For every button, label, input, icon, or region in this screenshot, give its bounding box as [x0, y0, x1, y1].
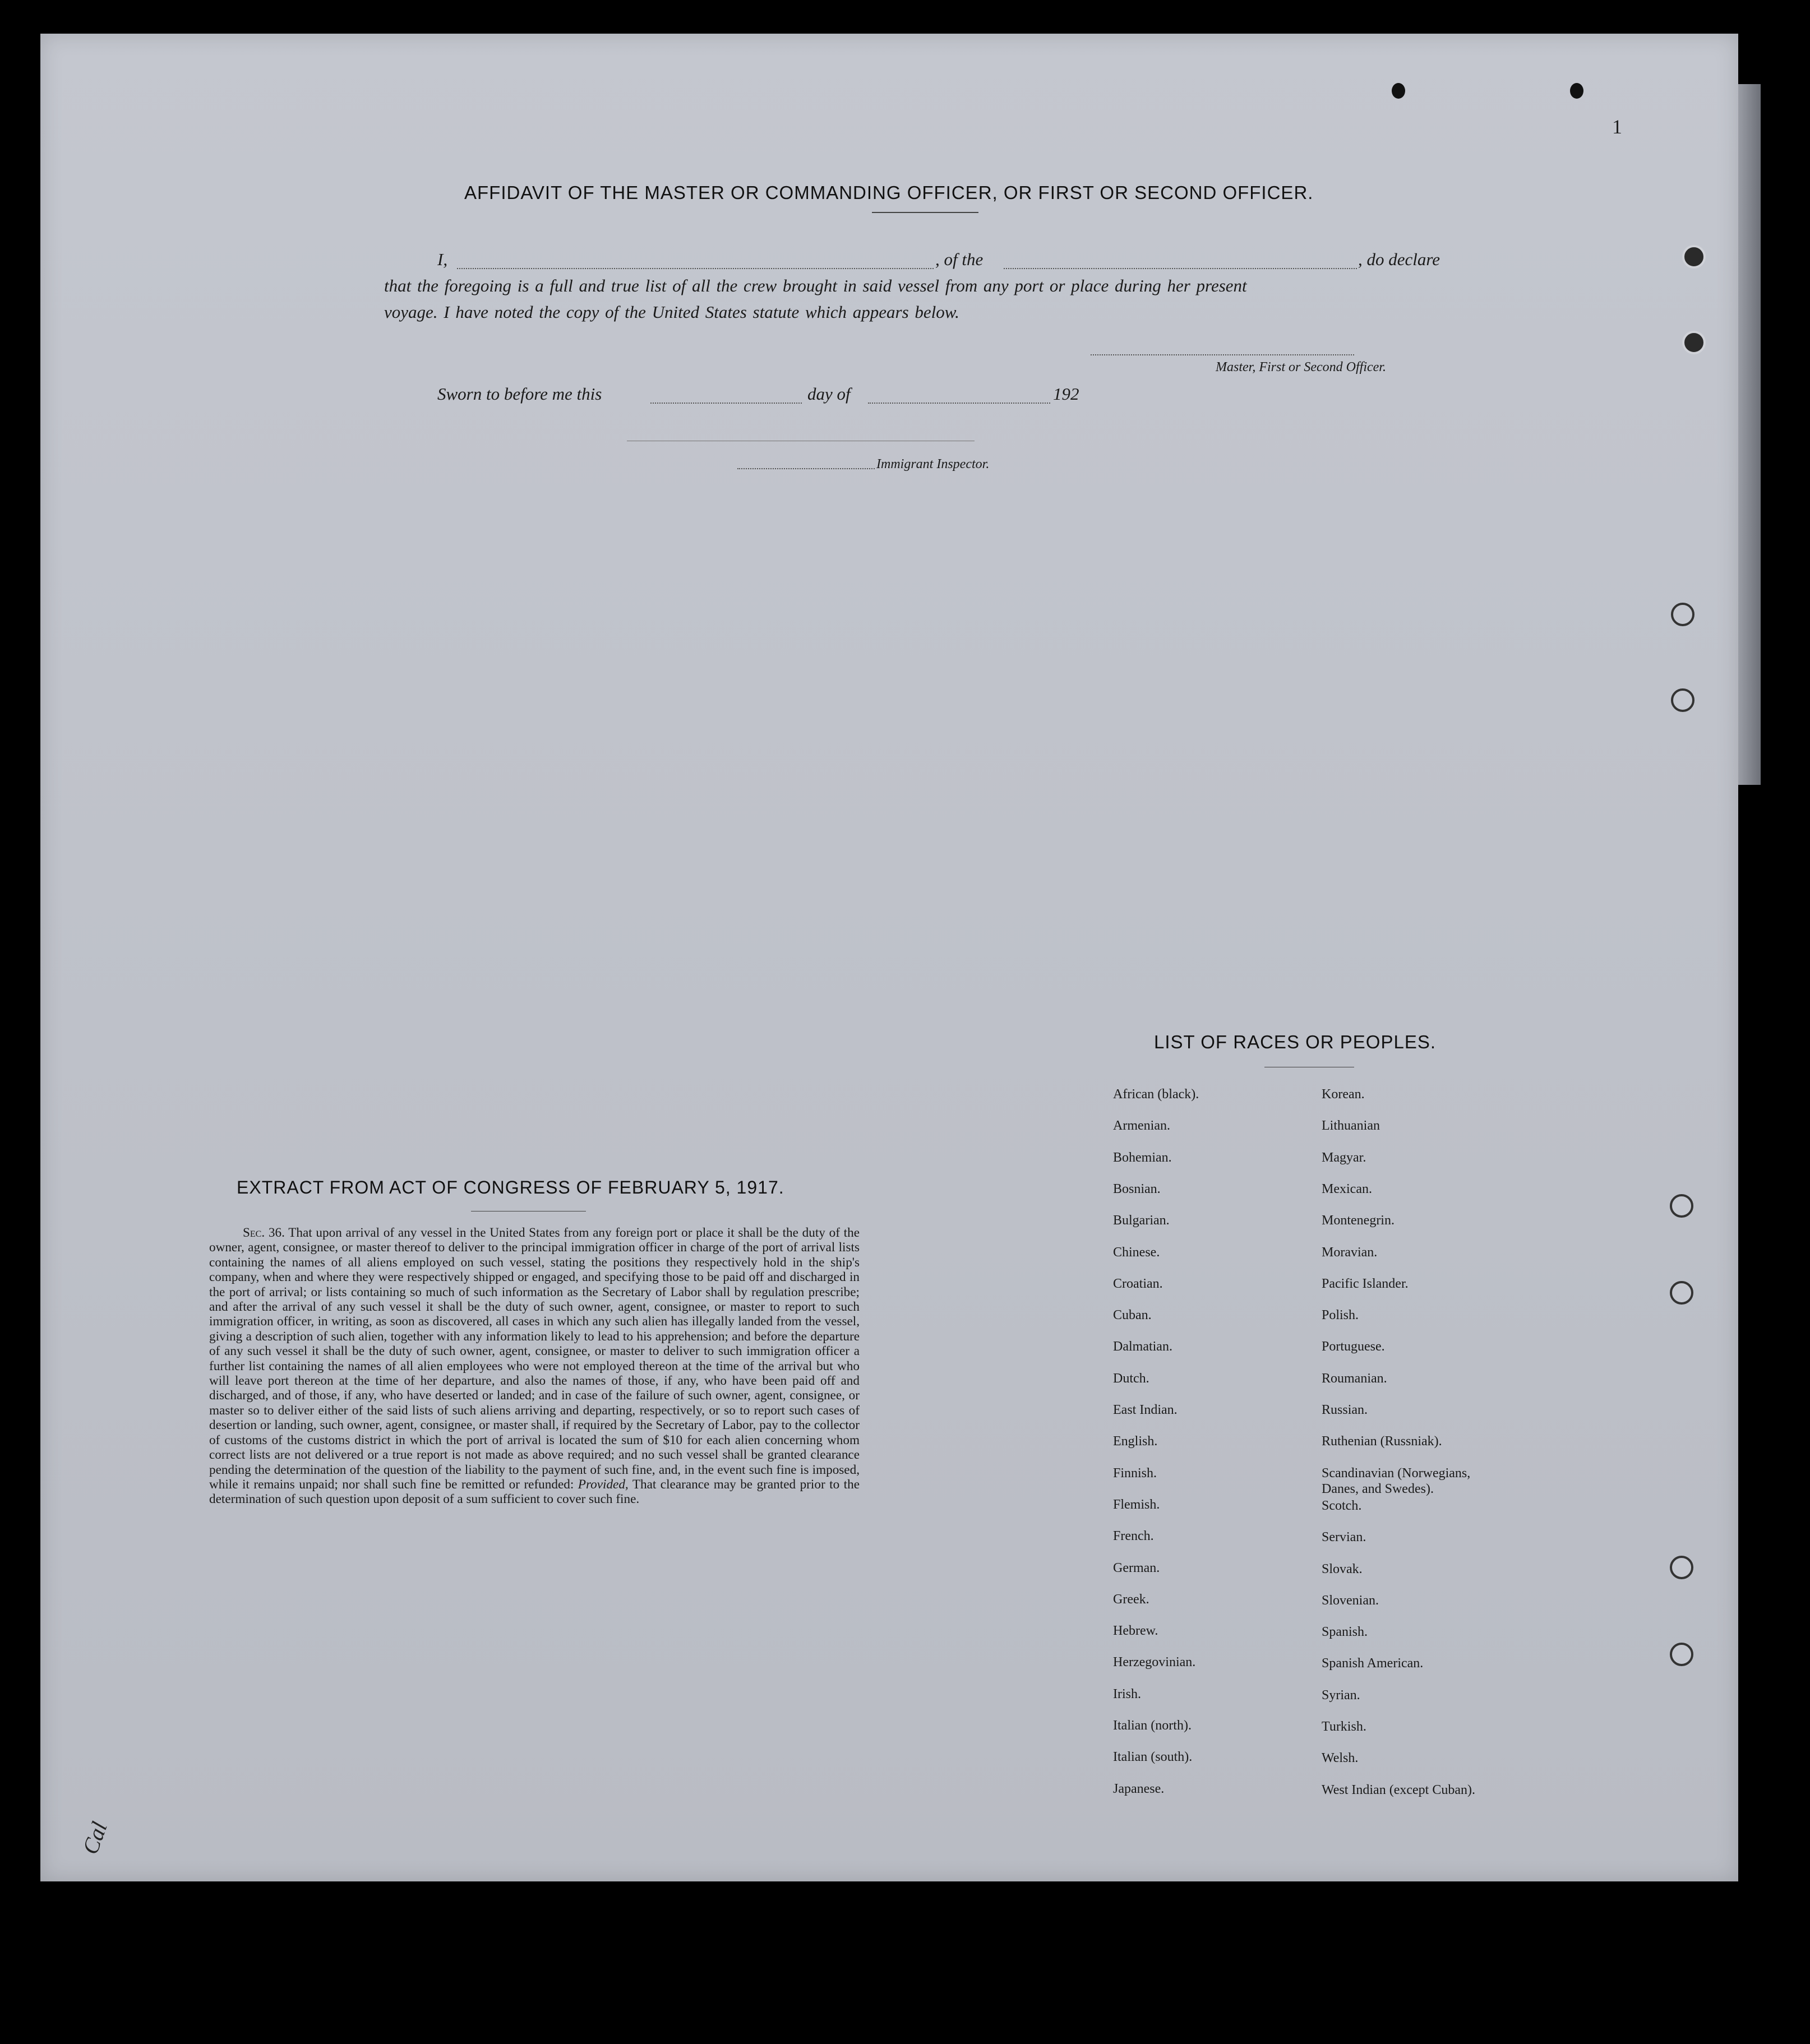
race-left-item: African (black). [1113, 1087, 1199, 1102]
section-label: Sec. 36. [243, 1226, 285, 1240]
sworn-day-field[interactable] [650, 403, 802, 404]
affidavit-line1-i: I, [437, 249, 448, 269]
race-left-item: Armenian. [1113, 1118, 1170, 1133]
binder-hole-3 [1671, 603, 1694, 626]
corner-mark: 1 [1612, 115, 1622, 138]
race-right-item: Spanish. [1322, 1625, 1368, 1639]
race-right-item: Syrian. [1322, 1688, 1360, 1703]
bottom-scrawl: Cal [77, 1818, 112, 1858]
race-left-item: Italian (south). [1113, 1750, 1193, 1764]
master-signature-label: Master, First or Second Officer. [1216, 360, 1386, 374]
affidavit-title-rule [872, 212, 978, 213]
extract-section-36 [209, 1226, 860, 1507]
race-left-item: Japanese. [1113, 1782, 1165, 1796]
binder-hole-8 [1670, 1643, 1693, 1666]
page-edge-shadow [1738, 84, 1761, 785]
race-right-item: Slovak. [1322, 1562, 1363, 1576]
race-right-item: Polish. [1322, 1308, 1359, 1322]
affidavit-line3: voyage. I have noted the copy of the United States statute which appears below. [384, 302, 959, 322]
sworn-month-field[interactable] [868, 403, 1050, 404]
master-name-field[interactable] [457, 268, 934, 269]
race-left-item: Herzegovinian. [1113, 1655, 1196, 1670]
race-right-item: Servian. [1322, 1530, 1366, 1544]
race-left-item: Chinese. [1113, 1245, 1160, 1260]
race-right-item: Spanish American. [1322, 1656, 1424, 1671]
race-right-item: Ruthenian (Russniak). [1322, 1434, 1442, 1449]
race-right-item: Roumanian. [1322, 1371, 1387, 1386]
race-right-item: Scotch. [1322, 1499, 1362, 1513]
binder-hole-2 [1682, 331, 1706, 354]
affidavit-line1-of-the: , of the [935, 249, 984, 269]
vessel-name-field[interactable] [1004, 268, 1357, 269]
binder-hole-5 [1670, 1194, 1693, 1218]
race-right-item: Turkish. [1322, 1719, 1366, 1734]
binder-hole-7 [1670, 1556, 1693, 1579]
race-right-item: Moravian. [1322, 1245, 1378, 1260]
affidavit-title: AFFIDAVIT OF THE MASTER OR COMMANDING OFFICER, OR FIRST OR SECOND OFFICER. [464, 182, 1314, 203]
race-right-item: Lithuanian [1322, 1118, 1380, 1133]
race-right-item: Portuguese. [1322, 1339, 1385, 1354]
race-left-item: Bohemian. [1113, 1150, 1172, 1165]
race-left-item: Irish. [1113, 1687, 1141, 1701]
extract-body-1: That upon arrival of any vessel in the United States from any foreign port or place it shall be the duty of the owner, agent, consignee, or master thereof to deliver to the principal immigration officer in charge of the port of arrival lists containing the names of all aliens employed on such vessel, stating the positions they respectively hold in the ship's company, when and where they were respectively shipped or engaged, and specifying those to be paid off and discharged in the port of arrival; or lists containing so much of such information as the Secretary of Labor shall by regulation prescribe; and after the arrival of any such vessel it shall be the duty of such owner, agent, consignee, or master to report to such immigration officer, in writing, as soon as discovered, all cases in which any such alien has illegally landed from the vessel, giving a description of such alien, together with any information likely to lead to his apprehension; and before the departure of any such vessel it shall be the duty of such owner, agent, consignee, or master to deliver to such immigration officer a further list containing the names of all alien employees who were not employed thereon at the time of the arrival but who will leave port thereon at the time of her departure, and also the names of those, if any, who have been paid off and discharged, and of those, if any, who have deserted or landed; and in case of the failure of such owner, agent, consignee, or master so to deliver either of the said lists of such aliens arriving and departing, respectively, or so to report such cases of desertion or landing, such owner, agent, consignee, or master shall, if required by the Secretary of Labor, pay to the collector of customs of the customs district in which the port of arrival is located the sum of $10 for each alien concerning whom correct lists are not delivered or a true report is not made as above required; and no such vessel shall be granted clearance pending the determination of the question of the liability to the payment of such fine, and, in the event such fine is imposed, while it remains unpaid; nor shall such fine be remitted or refunded: [209, 1226, 860, 1492]
punch-mark-left [1392, 83, 1405, 99]
binder-hole-4 [1671, 688, 1694, 712]
race-left-item: East Indian. [1113, 1403, 1178, 1417]
master-signature-field[interactable] [1091, 354, 1354, 355]
race-right-item: Pacific Islander. [1322, 1277, 1409, 1291]
race-left-item: Dutch. [1113, 1371, 1149, 1386]
race-left-item: Flemish. [1113, 1497, 1160, 1512]
race-left-item: Dalmatian. [1113, 1339, 1172, 1354]
race-left-item: Italian (north). [1113, 1718, 1192, 1733]
race-right-item: Russian. [1322, 1403, 1368, 1417]
race-left-item: Finnish. [1113, 1466, 1157, 1481]
race-left-item: Greek. [1113, 1592, 1149, 1607]
punch-mark-right [1570, 83, 1583, 99]
inspector-label: Immigrant Inspector. [876, 457, 990, 471]
race-left-item: Bosnian. [1113, 1182, 1161, 1196]
race-right-item: West Indian (except Cuban). [1322, 1783, 1475, 1797]
binder-hole-1 [1682, 245, 1706, 269]
extract-title: EXTRACT FROM ACT OF CONGRESS OF FEBRUARY 5, 1917. [237, 1177, 784, 1197]
race-right-item: Montenegrin. [1322, 1213, 1395, 1228]
race-right-item: Scandinavian (Norwegians, Danes, and Swedes). [1322, 1466, 1471, 1496]
sworn-text: Sworn to before me this [437, 384, 602, 404]
race-right-item: Slovenian. [1322, 1593, 1379, 1608]
race-left-item: English. [1113, 1434, 1158, 1449]
affidavit-line1-do-declare: , do declare [1358, 249, 1440, 269]
race-right-item: Welsh. [1322, 1751, 1359, 1765]
race-right-item: Magyar. [1322, 1150, 1366, 1165]
affidavit-line2: that the foregoing is a full and true list of all the crew brought in said vessel from any port or place during her present [384, 276, 1247, 295]
race-left-item: German. [1113, 1561, 1160, 1575]
year-text: 192 [1053, 384, 1079, 404]
inspector-signature-field[interactable] [737, 468, 875, 469]
day-of-text: day of [807, 384, 851, 404]
race-left-item: French. [1113, 1529, 1154, 1543]
race-left-item: Bulgarian. [1113, 1213, 1170, 1228]
races-title: LIST OF RACES OR PEOPLES. [1154, 1032, 1437, 1052]
race-right-item: Mexican. [1322, 1182, 1372, 1196]
binder-hole-6 [1670, 1281, 1693, 1305]
extract-provided: Provided, [578, 1477, 629, 1492]
race-left-item: Croatian. [1113, 1277, 1163, 1291]
extract-body-2: That clearance may be granted prior to the determination of such question upon deposit of a sum sufficient to cover such fine. [209, 1477, 860, 1507]
race-left-item: Hebrew. [1113, 1624, 1158, 1638]
race-left-item: Cuban. [1113, 1308, 1152, 1322]
race-right-item: Korean. [1322, 1087, 1365, 1102]
